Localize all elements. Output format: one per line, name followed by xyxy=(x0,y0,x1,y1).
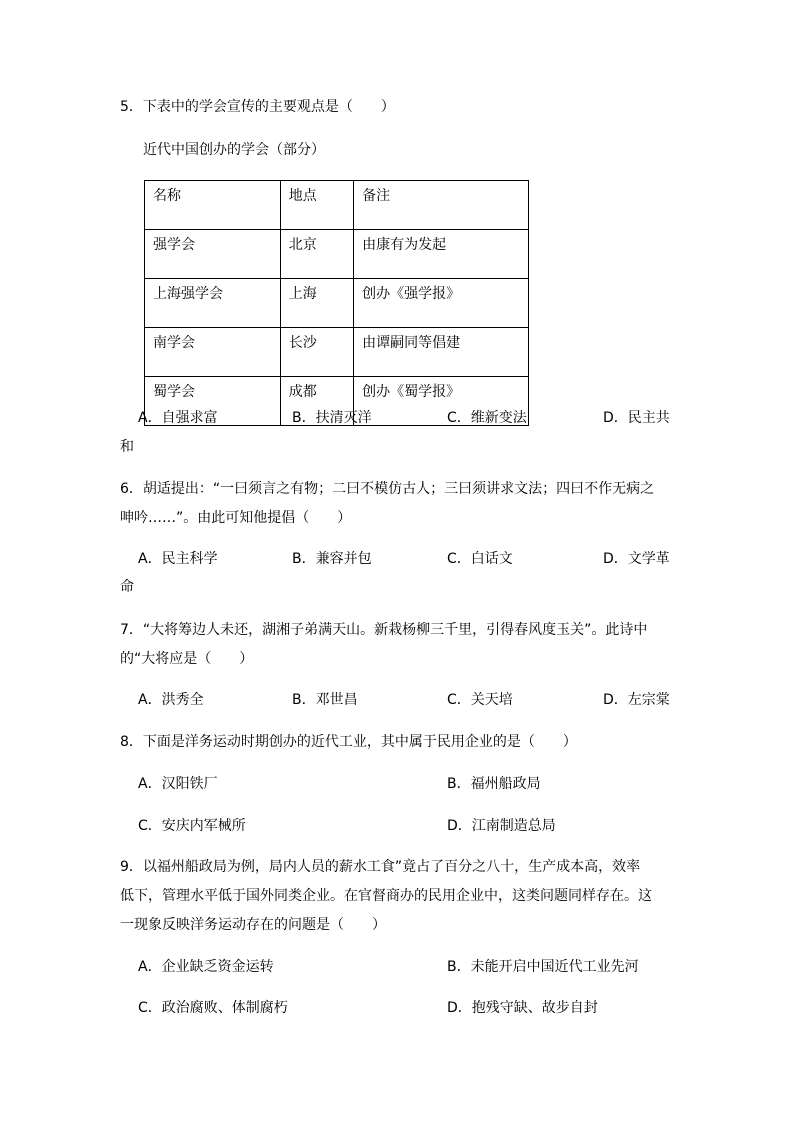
table-cell: 强学会 xyxy=(145,230,281,279)
q6-option-b[interactable]: B．兼容并包 xyxy=(292,551,372,567)
q8-option-a[interactable]: A．汉阳铁厂 xyxy=(138,776,218,792)
question-9-line1: 9．以福州船政局为例，局内人员的薪水工食”竟占了百分之八十，生产成本高，效率 xyxy=(120,859,641,875)
q8-option-d[interactable]: D．江南制造总局 xyxy=(447,818,556,834)
table-header-name: 名称 xyxy=(145,181,281,230)
q6-option-d[interactable]: D．文学革 xyxy=(603,551,670,567)
question-9-line3: 一现象反映洋务运动存在的问题是（ ） xyxy=(120,917,386,933)
question-7-line2: 的“大将应是（ ） xyxy=(120,651,254,667)
question-6-line2: 呻吟……”。由此可知他提倡（ ） xyxy=(120,510,352,526)
q9-option-b[interactable]: B．未能开启中国近代工业先河 xyxy=(447,959,639,975)
q9-option-d[interactable]: D．抱残守缺、故步自封 xyxy=(447,1000,598,1016)
table-cell: 上海强学会 xyxy=(145,279,281,328)
q5-option-d-wrap: 和 xyxy=(120,439,134,455)
q6-option-c[interactable]: C．白话文 xyxy=(447,551,513,567)
table-row xyxy=(145,279,529,328)
table-cell: 由谭嗣同等倡建 xyxy=(354,328,529,377)
q6-option-d-wrap: 命 xyxy=(120,579,134,595)
table-cell: 上海 xyxy=(280,279,353,328)
table-cell: 北京 xyxy=(280,230,353,279)
table-cell: 南学会 xyxy=(145,328,281,377)
table-cell: 创办《强学报》 xyxy=(354,279,529,328)
table-row xyxy=(145,328,529,377)
q8-option-b[interactable]: B．福州船政局 xyxy=(447,776,541,792)
q7-option-d[interactable]: D．左宗棠 xyxy=(603,692,670,708)
q7-option-b[interactable]: B．邓世昌 xyxy=(292,692,358,708)
question-8-stem: 8．下面是洋务运动时期创办的近代工业，其中属于民用企业的是（ ） xyxy=(120,734,577,750)
table-cell: 创办《蜀学报》 xyxy=(354,377,529,426)
q7-option-a[interactable]: A．洪秀全 xyxy=(138,692,204,708)
table-cell: 长沙 xyxy=(280,328,353,377)
q5-option-c[interactable]: C．维新变法 xyxy=(447,410,527,426)
table-caption: 近代中国创办的学会（部分） xyxy=(143,142,325,158)
q6-option-a[interactable]: A．民主科学 xyxy=(138,551,218,567)
q9-option-c[interactable]: C．政治腐败、体制腐朽 xyxy=(138,1000,288,1016)
q8-option-c[interactable]: C．安庆内军械所 xyxy=(138,818,246,834)
question-5-stem: 5．下表中的学会宣传的主要观点是（ ） xyxy=(120,99,395,115)
society-table xyxy=(144,180,529,426)
table-cell: 由康有为发起 xyxy=(354,230,529,279)
question-7-line1: 7．“大将筹边人未还，湖湘子弟满天山。新栽杨柳三千里，引得春风度玉关”。此诗中 xyxy=(120,622,648,638)
table-header-note: 备注 xyxy=(354,181,529,230)
q7-option-c[interactable]: C．关天培 xyxy=(447,692,513,708)
q5-option-b[interactable]: B．扶清灭洋 xyxy=(292,410,372,426)
q5-option-d[interactable]: D．民主共 xyxy=(603,410,670,426)
question-6-line1: 6．胡适提出：“一曰须言之有物；二曰不模仿古人；三曰须讲求文法；四曰不作无病之 xyxy=(120,481,655,497)
table-header-location: 地点 xyxy=(280,181,353,230)
table-cell: 蜀学会 xyxy=(145,377,281,426)
table-header-row xyxy=(145,181,529,230)
table-row xyxy=(145,230,529,279)
table-cell: 成都 xyxy=(280,377,353,426)
q9-option-a[interactable]: A．企业缺乏资金运转 xyxy=(138,959,274,975)
question-9-line2: 低下，管理水平低于国外同类企业。在官督商办的民用企业中，这类问题同样存在。这 xyxy=(120,888,652,904)
q5-option-a[interactable]: A．自强求富 xyxy=(138,410,218,426)
